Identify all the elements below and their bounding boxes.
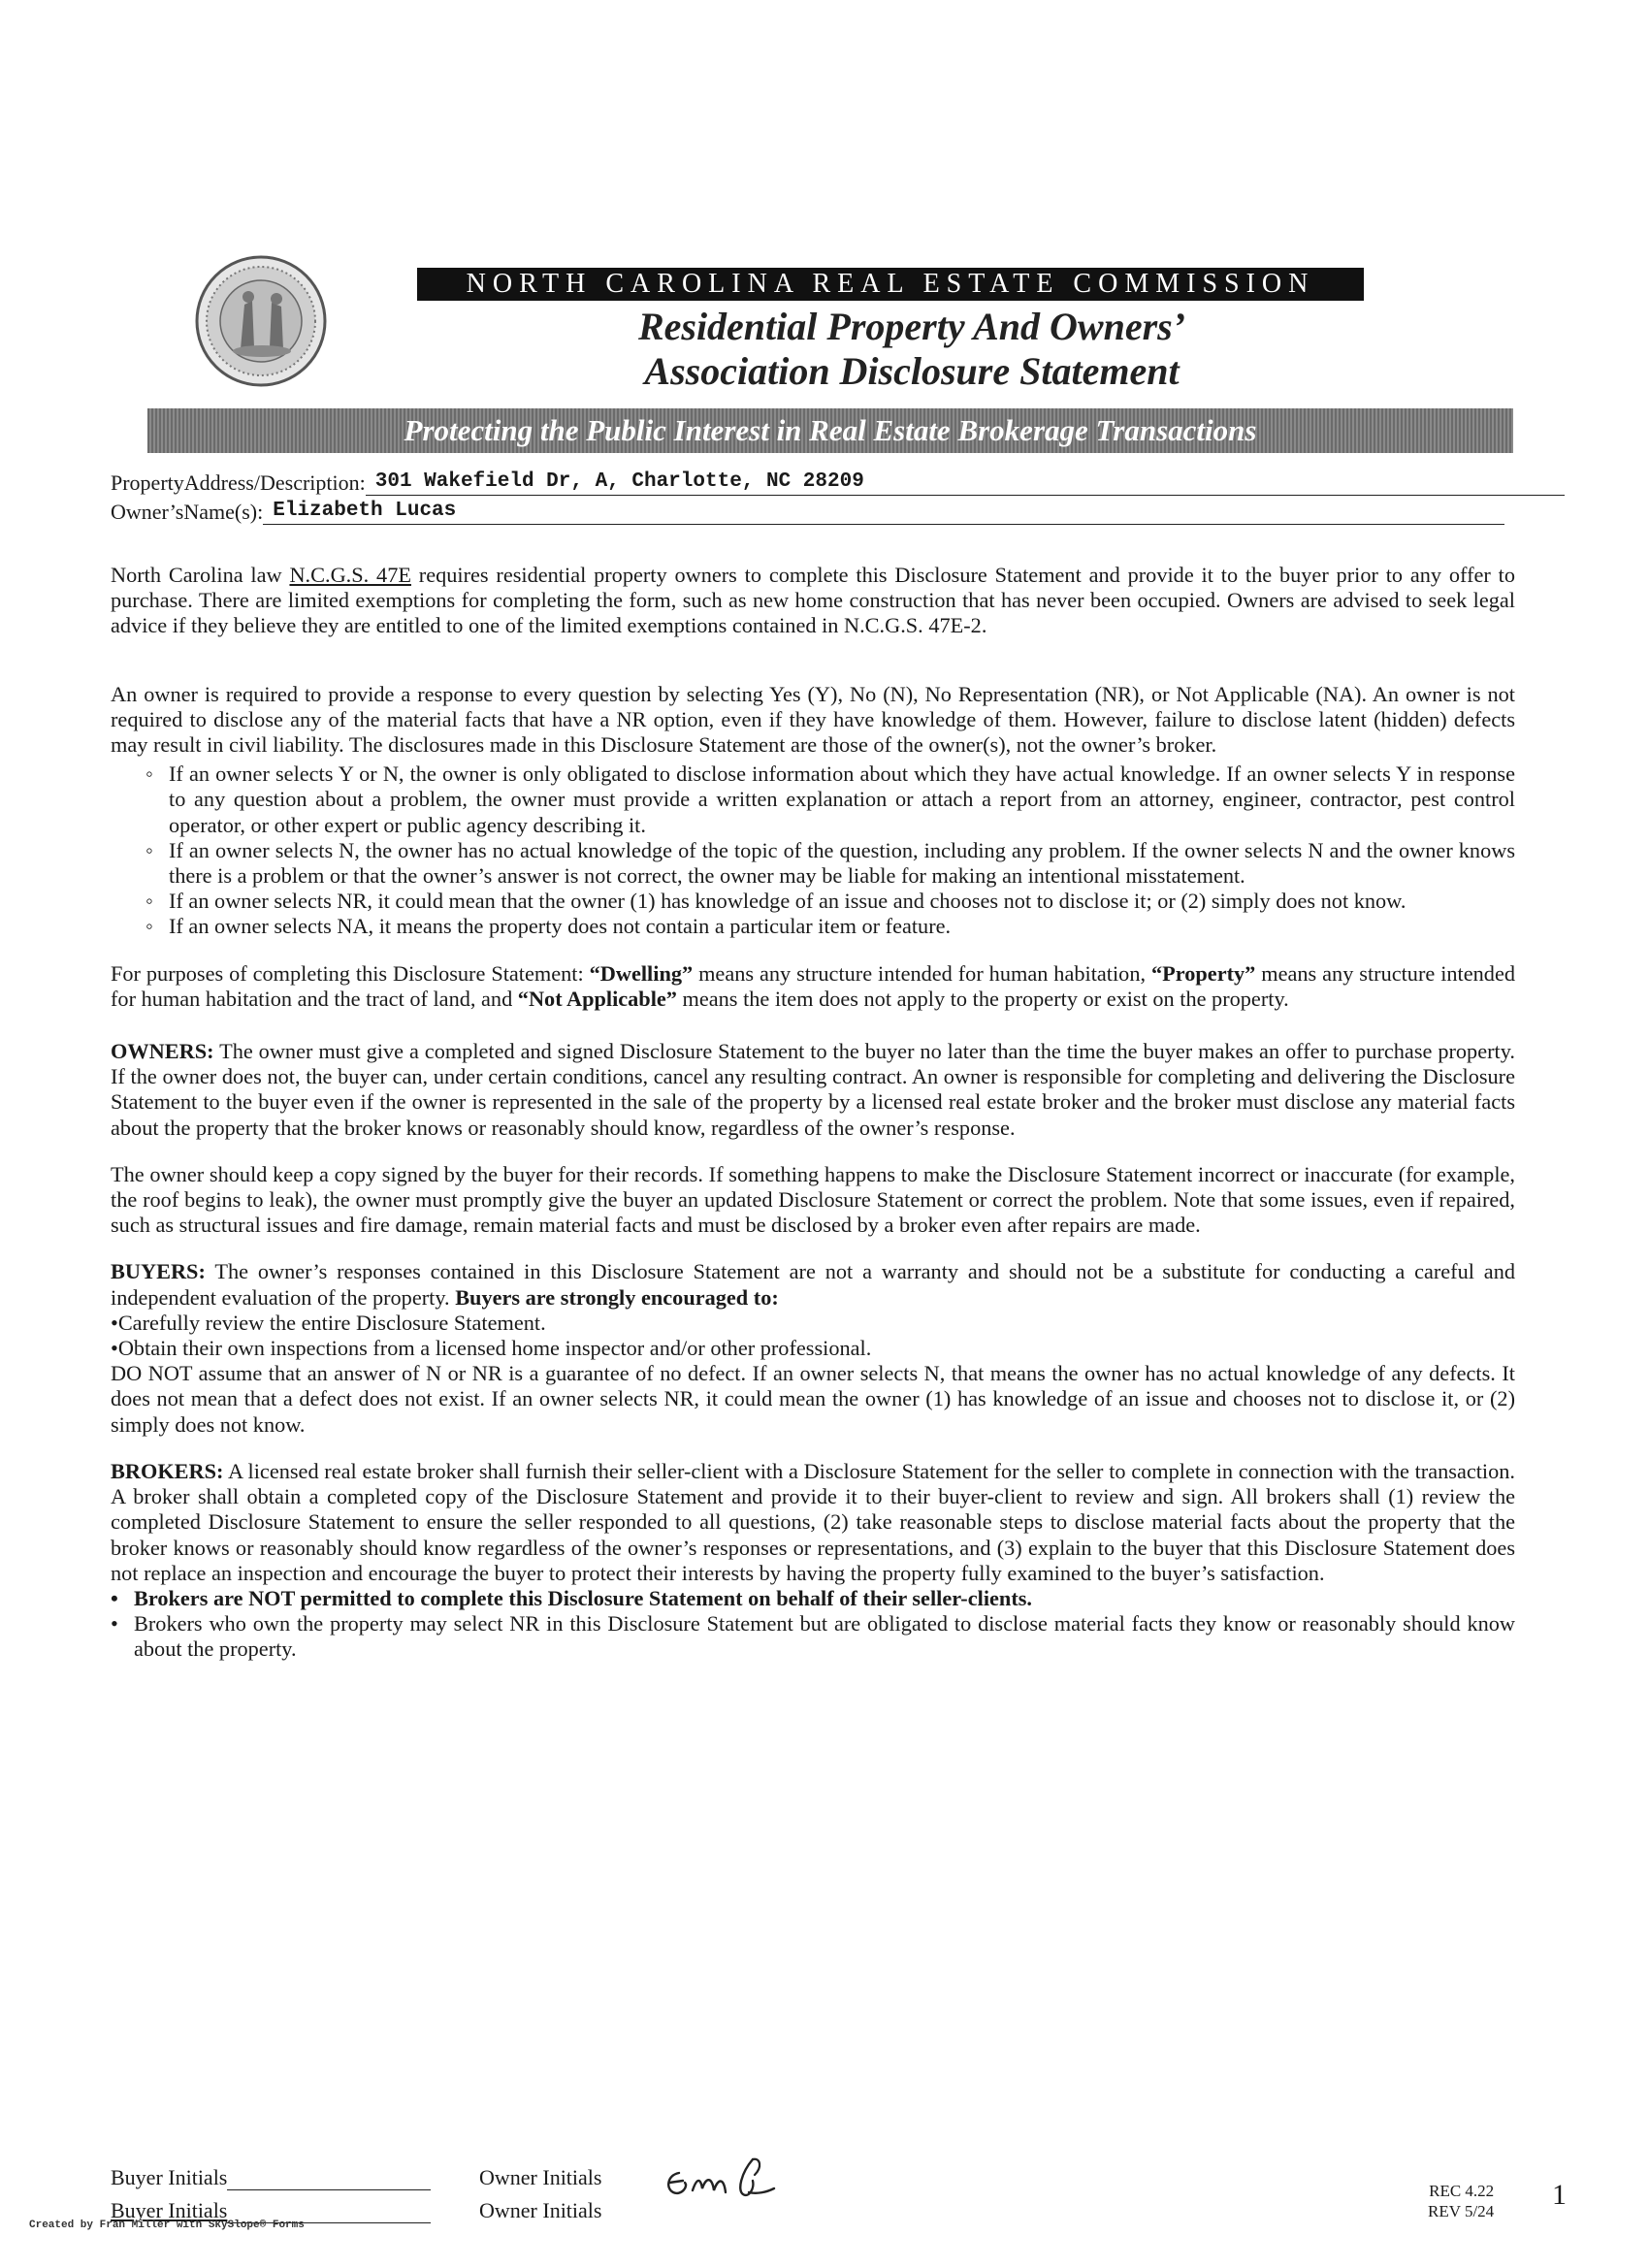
list-item: • Brokers who own the property may select NR in this Disclosure Statement but are obligated to disclose material facts they know or reasonably should know about the property. (111, 1611, 1515, 1662)
form-title-line-1: Residential Property And Owners’ (637, 305, 1186, 348)
intro-text: North Carolina law (111, 563, 290, 587)
revision-info (1428, 2181, 1494, 2221)
owners-text: The owner must give a completed and signed Disclosure Statement to the buyer no later than the time the buyer makes an offer to purchase property. If the owner does not, the buyer can, under certain conditions, cancel any resulting contract. An owner is responsible for completing and delivering the Disclosure Statement to the buyer even if the owner is represented in the sale of the property by a licensed real estate broker and the broker must disclose any material facts about the property that the broker knows or reasonably should know, regardless of the owner’s response. (111, 1039, 1515, 1140)
commission-banner: NORTH CAROLINA REAL ESTATE COMMISSION (417, 268, 1364, 301)
intro-paragraph-1 (111, 563, 1515, 639)
buyers-heading: BUYERS: (111, 1259, 206, 1284)
definitions-paragraph (111, 961, 1515, 1012)
disclosure-body (111, 563, 1515, 1684)
buyer-initials-label: Buyer Initials (111, 2165, 228, 2189)
buyers-encouraged: Buyers are strongly encouraged to: (455, 1284, 779, 1310)
brokers-heading: BROKERS: (111, 1458, 224, 1483)
owner-initials-label: Owner Initials (479, 2165, 602, 2189)
form-title-line-2: Association Disclosure Statement (644, 349, 1180, 393)
created-by-note: Created by Fran Miller with SkySlope® Forms (29, 2219, 305, 2231)
term-not-applicable: “Not Applicable” (517, 986, 677, 1011)
definitions-text: means the item does not apply to the property or exist on the property. (676, 986, 1289, 1011)
owners-paragraph-2: The owner should keep a copy signed by the buyer for their records. If something happens to make the Disclosure Statement incorrect or inaccurate (for example, the roof begins to leak), the owner must promptly give the buyer an updated Disclosure Statement or correct the problem. Note that some issues, even if repaired, such as structural issues and fire damage, remain material facts and must be disclosed by a broker even after repairs are made. (111, 1161, 1515, 1238)
definitions-text: means any structure intended for human habitation, (693, 960, 1151, 986)
intro-paragraph-2: An owner is required to provide a response to every question by selecting Yes (Y), No (N), No Representation (NR), or Not Applicable (NA). An owner is not required to disclose any of the material facts that have a NR option, even if they have knowledge of them. However, failure to disclose latent (hidden) defects may result in civil liability. The disclosures made in this Disclosure Statement are those of the owner(s), not the owner’s broker. (111, 681, 1515, 758)
owner-initials-label: Owner Initials (479, 2198, 602, 2222)
buyer-initials-field[interactable] (227, 2168, 431, 2190)
term-dwelling: “Dwelling” (589, 960, 694, 986)
owner-signature-initials (660, 2154, 834, 2210)
list-item: • Carefully review the entire Disclosure Statement. (111, 1311, 1515, 1336)
list-item: ◦ If an owner selects N, the owner has no actual knowledge of the topic of the question, including any problem. If the owner selects N and the owner knows there is a problem or that the owner’s answer is not correct, the owner may be liable for making an intentional misstatement. (111, 838, 1515, 889)
list-item: ◦ If an owner selects NA, it means the property does not contain a particular item or feature. (111, 914, 1515, 939)
term-property: “Property” (1150, 960, 1256, 986)
buyer-initials-label: Buyer Initials (111, 2198, 228, 2222)
owner-name-label: Owner’sName(s): (111, 500, 264, 524)
nc-state-seal-icon (194, 254, 328, 388)
brokers-paragraph (111, 1459, 1515, 1586)
tagline-banner: Protecting the Public Interest in Real Estate Brokerage Transactions (147, 408, 1513, 453)
buyers-paragraph-1 (111, 1259, 1515, 1310)
buyers-paragraph-2: DO NOT assume that an answer of N or NR is a guarantee of no defect. If an owner selects N, that means the owner has no actual knowledge of any defects. It does not mean that a defect does not exist. If an owner selects NR, it could mean the owner (1) has knowledge of an issue and chooses not to disclose it, or (2) simply does not know. (111, 1361, 1515, 1437)
list-item: • Brokers are NOT permitted to complete this Disclosure Statement on behalf of their seller-clients. (111, 1586, 1515, 1611)
buyers-list (111, 1311, 1515, 1361)
rev-line-2: REV 5/24 (1428, 2202, 1495, 2220)
brokers-text: A licensed real estate broker shall furnish their seller-client with a Disclosure Statement for the seller to complete in connection with the transaction. A broker shall obtain a completed copy of the Disclosure Statement and provide it to their buyer-client to review and sign. All brokers shall (1) review the completed Disclosure Statement to ensure the seller responded to all questions, (2) take reasonable steps to disclose material facts about the property that the broker knows or reasonably should know regardless of the owner’s responses or representations, and (3) explain to the buyer that this Disclosure Statement does not replace an inspection and encourage the buyer to protect their interests by having the property fully examined to the buyer’s satisfaction. (111, 1458, 1515, 1585)
list-item: ◦ If an owner selects NR, it could mean that the owner (1) has knowledge of an issue and chooses not to disclose it; or (2) simply does not know. (111, 889, 1515, 914)
buyers-text: The owner’s responses contained in this Disclosure Statement are not a warranty and should not be a substitute for conducting a careful and independent evaluation of the property. (111, 1259, 1515, 1310)
owner-name-row (111, 499, 1504, 525)
definitions-text: means any structure intended for human habitation and the tract of land, and (111, 960, 1515, 1011)
property-address-row (111, 470, 1565, 496)
page-number: 1 (1552, 2179, 1567, 2211)
owners-heading: OWNERS: (111, 1039, 214, 1064)
statute-link[interactable]: N.C.G.S. 47E (289, 563, 411, 587)
form-title (543, 305, 1280, 394)
owner-name-field[interactable]: Elizabeth Lucas (263, 499, 1504, 525)
list-item: ◦ If an owner selects Y or N, the owner is only obligated to disclose information about which they have actual knowledge. If an owner selects Y in response to any question about a problem, the owner must provide a written explanation or attach a report from an attorney, engineer, contractor, pest control operator, or other expert or public agency describing it. (111, 761, 1515, 838)
definitions-text: For purposes of completing this Disclosure Statement: (111, 960, 590, 986)
list-item: • Obtain their own inspections from a licensed home inspector and/or other professional. (111, 1336, 1515, 1361)
property-address-field[interactable]: 301 Wakefield Dr, A, Charlotte, NC 28209 (366, 470, 1565, 496)
buyer-initials-row-1 (111, 2165, 431, 2190)
rev-line-1: REC 4.22 (1429, 2182, 1495, 2200)
property-address-label: PropertyAddress/Description: (111, 470, 366, 495)
intro-text: requires residential property owners to complete this Disclosure Statement and provide it to the buyer prior to any offer to purchase. There are limited exemptions for completing the form, such as new home construction that has never been occupied. Owners are advised to seek legal advice if they believe they are entitled to one of the limited exemptions contained in N.C.G.S. 47E-2. (111, 563, 1515, 638)
owners-paragraph-1 (111, 1039, 1515, 1141)
brokers-list (111, 1586, 1515, 1663)
response-options-list (111, 761, 1515, 939)
